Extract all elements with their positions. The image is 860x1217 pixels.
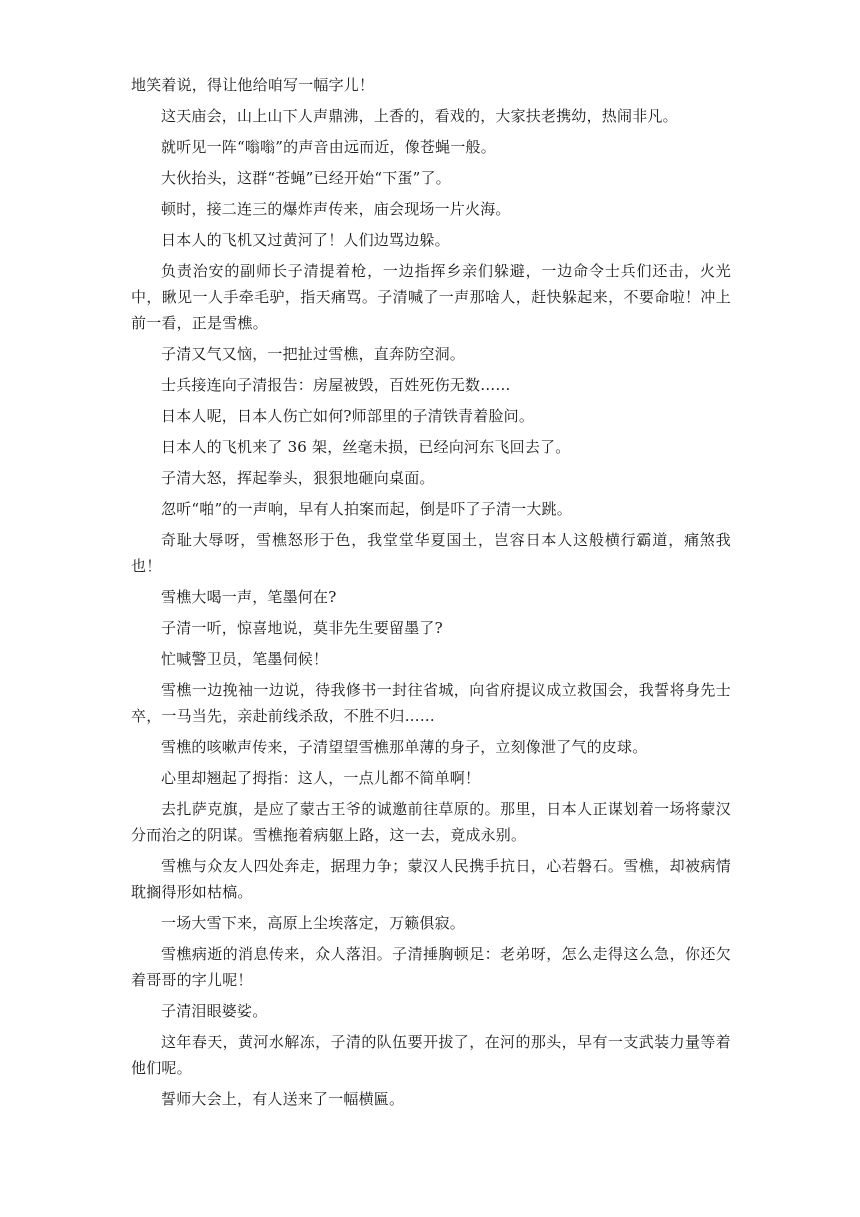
- paragraph: 心里却翘起了拇指：这人，一点儿都不简单啊！: [161, 769, 481, 787]
- paragraph: 大伙抬头，这群“苍蝇”已经开始“下蛋”了。: [161, 169, 451, 187]
- paragraph: 雪樵的咳嗽声传来，子清望望雪樵那单薄的身子，立刻像泄了气的皮球。: [161, 738, 648, 756]
- paragraph: 忽听“啪”的一声响，早有人拍案而起，倒是吓了子清一大跳。: [161, 500, 572, 518]
- paragraph: 子清泪眼婆娑。: [161, 1002, 268, 1020]
- paragraph: 一场大雪下来，高原上尘埃落定，万籁俱寂。: [161, 914, 466, 932]
- paragraph: 日本人的飞机来了 36 架，丝毫未损，已经向河东飞回去了。: [161, 438, 571, 456]
- paragraph: 顿时，接二连三的爆炸声传来，庙会现场一片火海。: [161, 200, 511, 218]
- paragraph: 地笑着说，得让他给咱写一幅字儿！: [131, 76, 375, 94]
- paragraph: 子清一听，惊喜地说，莫非先生要留墨了?: [161, 619, 443, 637]
- paragraph: 子清又气又恼，一把扯过雪樵，直奔防空洞。: [161, 345, 466, 363]
- paragraph: 这天庙会，山上山下人声鼎沸，上香的，看戏的，大家扶老携幼，热闹非凡。: [161, 107, 678, 125]
- paragraph: 就听见一阵“嗡嗡”的声音由远而近，像苍蝇一般。: [161, 138, 496, 156]
- story-text: [131, 72, 731, 1117]
- paragraph: 去扎萨克旗，是应了蒙古王爷的诚邀前往草原的。那里，日本人正谋划着一场将蒙汉分而治之的阴谋。雪樵拖着病躯上路，这一去，竟成永别。: [131, 800, 731, 844]
- paragraph: 士兵接连向子清报告：房屋被毁，百姓死伤无数……: [161, 376, 511, 394]
- paragraph: 日本人的飞机又过黄河了！人们边骂边躲。: [161, 231, 450, 249]
- paragraph: 奇耻大辱呀，雪樵怒形于色，我堂堂华夏国土，岂容日本人这般横行霸道，痛煞我也！: [131, 531, 731, 575]
- paragraph: 雪樵病逝的消息传来，众人落泪。子清捶胸顿足：老弟呀，怎么走得这么急，你还欠着哥哥的字儿呢！: [131, 945, 731, 989]
- paragraph: 日本人呢，日本人伤亡如何?师部里的子清铁青着脸问。: [161, 407, 535, 425]
- paragraph: 忙喊警卫员，笔墨伺候！: [161, 650, 329, 668]
- paragraph: 雪樵一边挽袖一边说，待我修书一封往省城，向省府提议成立救国会，我誓将身先士卒，一马当先，亲赴前线杀敌，不胜不归……: [131, 681, 731, 725]
- paragraph: 誓师大会上，有人送来了一幅横匾。: [161, 1090, 405, 1108]
- paragraph: 雪樵大喝一声，笔墨何在?: [161, 588, 337, 606]
- paragraph: 这年春天，黄河水解冻，子清的队伍要开拔了，在河的那头，早有一支武装力量等着他们呢。: [131, 1033, 731, 1077]
- paragraph: 子清大怒，挥起拳头，狠狠地砸向桌面。: [161, 469, 435, 487]
- paragraph: 雪樵与众友人四处奔走，据理力争；蒙汉人民携手抗日，心若磐石。雪樵，却被病情耽搁得形如枯槁。: [131, 857, 731, 901]
- paragraph: 负责治安的副师长子清提着枪，一边指挥乡亲们躲避，一边命令士兵们还击，火光中，瞅见一人手牵毛驴，指天痛骂。子清喊了一声那啥人，赶快躲起来，不要命啦！冲上前一看，正是雪樵。: [131, 262, 731, 332]
